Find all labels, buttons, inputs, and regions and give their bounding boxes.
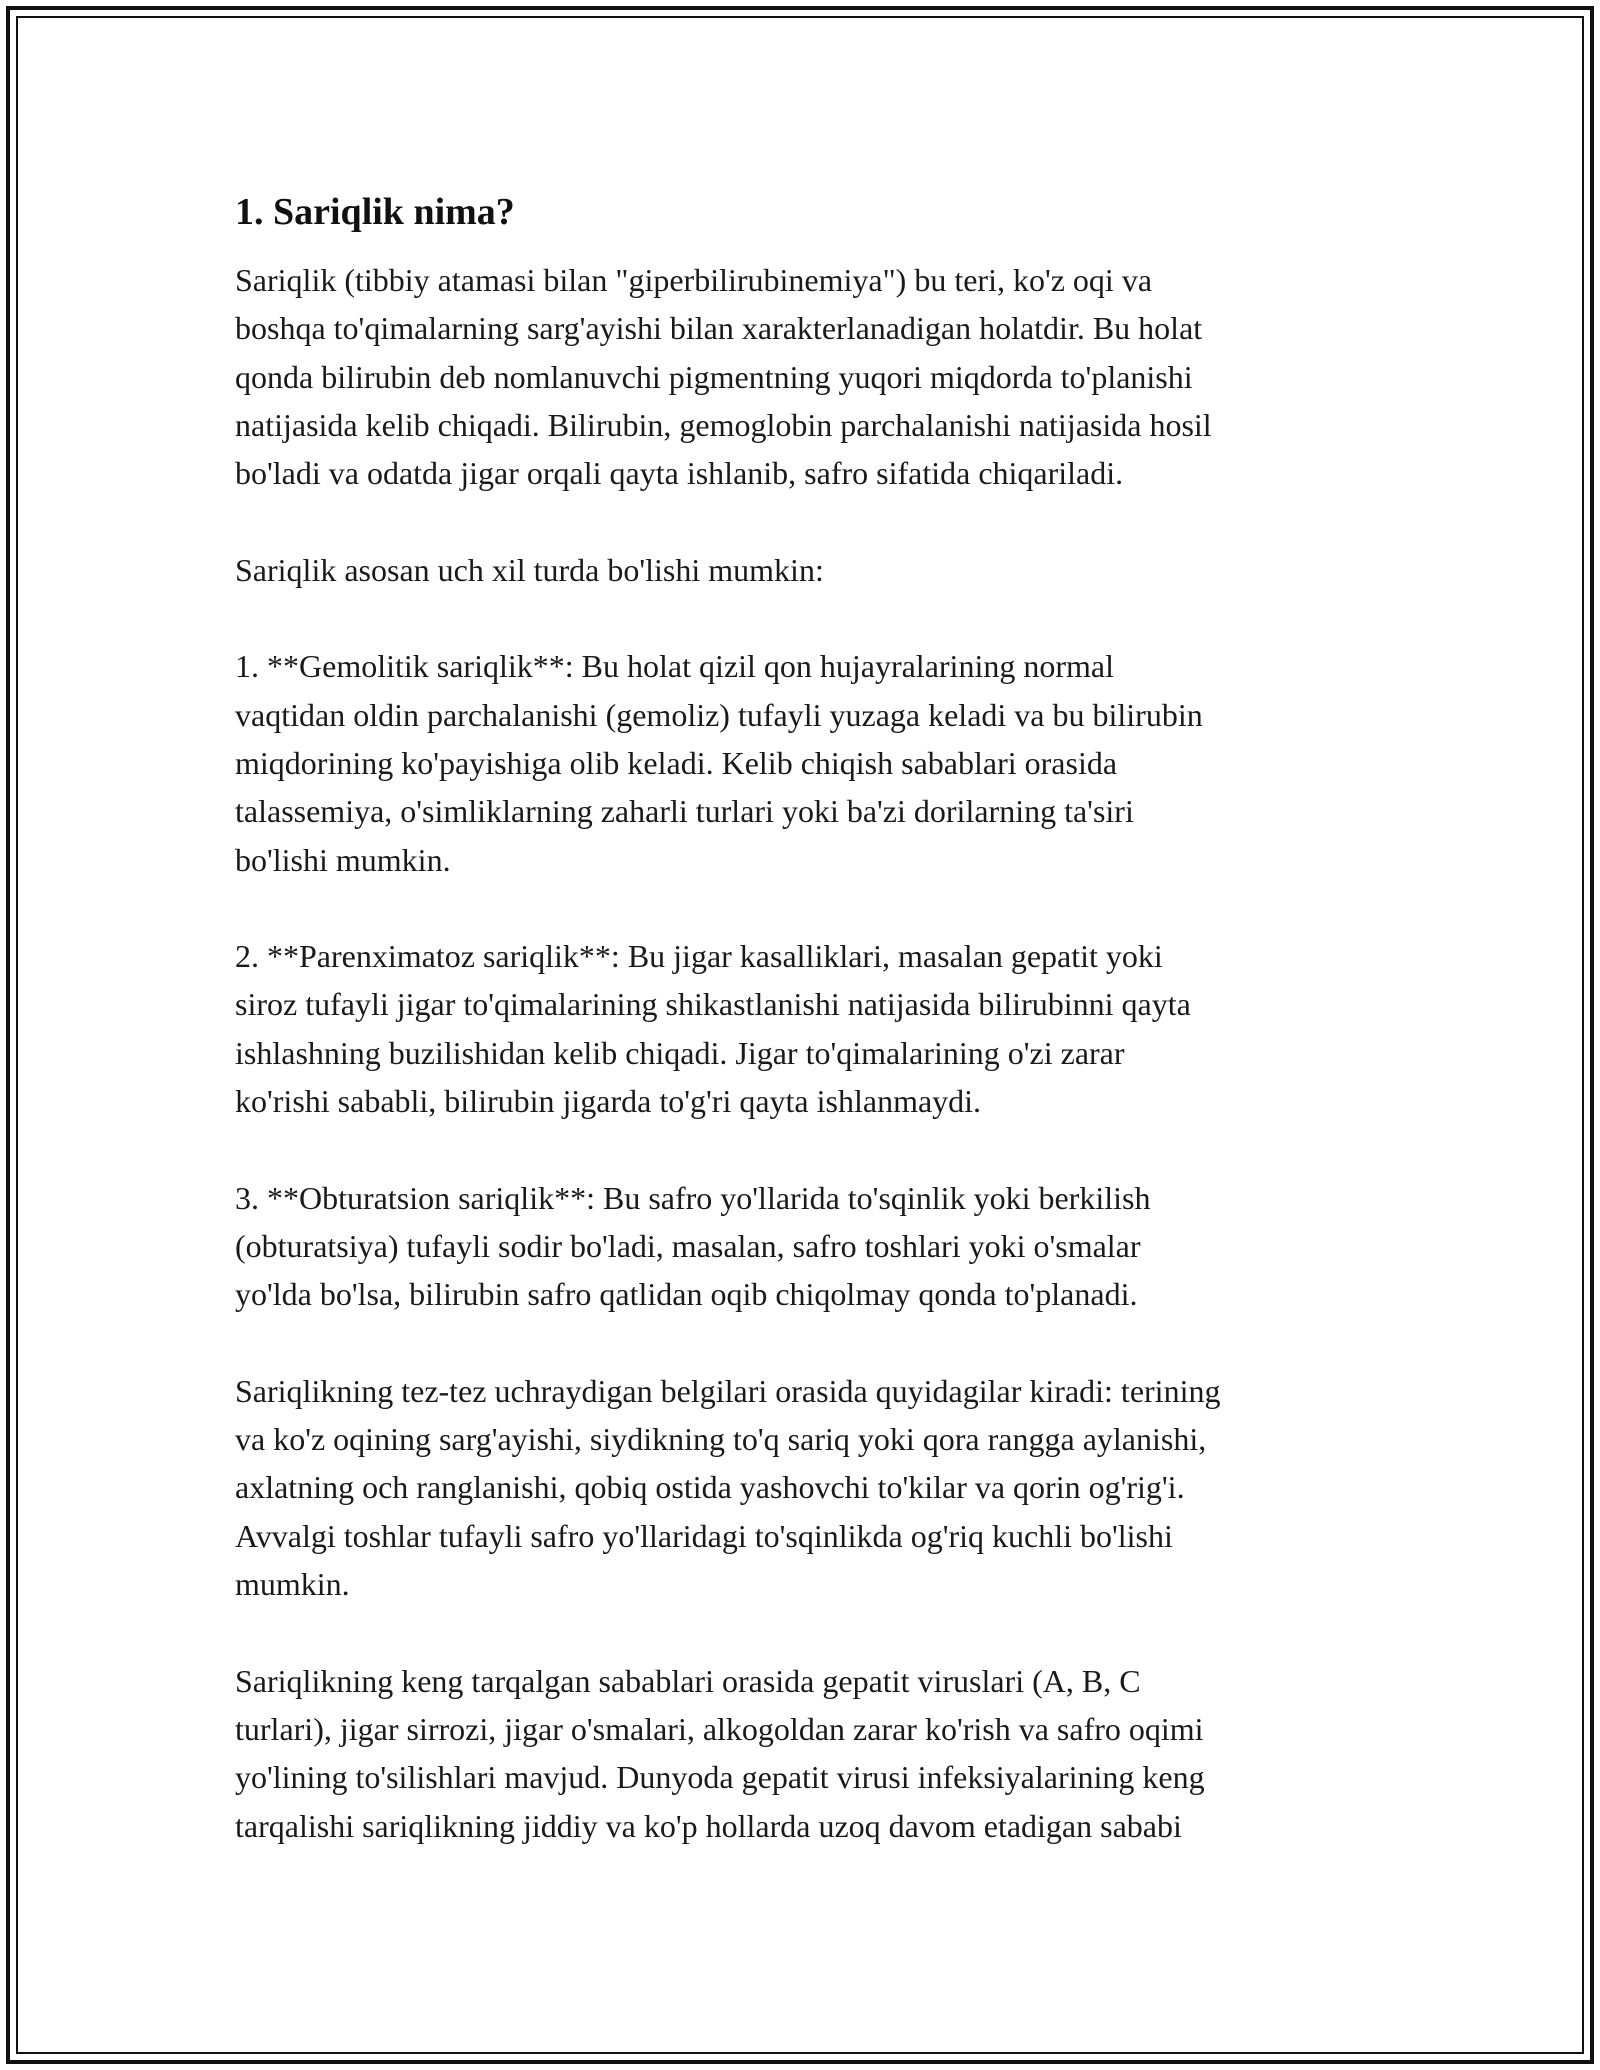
text-line: talassemiya, o'simliklarning zaharli turlari yoki ba'zi dorilarning ta'siri — [235, 793, 1134, 830]
text-line: 2. **Parenximatoz sariqlik**: Bu jigar kasalliklari, masalan gepatit yoki — [235, 938, 1163, 975]
paragraph-definition — [235, 256, 1375, 497]
text-line: natijasida kelib chiqadi. Bilirubin, gemoglobin parchalanishi natijasida hosil — [235, 406, 1212, 443]
text-line: yo'lda bo'lsa, bilirubin safro qatlidan oqib chiqolmay qonda to'planadi. — [235, 1276, 1138, 1313]
text-line: va ko'z oqining sarg'ayishi, siydikning to'q sariq yoki qora rangga aylanishi, — [235, 1421, 1207, 1458]
text-line: boshqa to'qimalarning sarg'ayishi bilan xarakterlanadigan holatdir. Bu holat — [235, 310, 1203, 347]
paragraph-type-obstructive — [235, 1174, 1375, 1319]
paragraph-type-parenchymal — [235, 932, 1375, 1125]
text-line: Avvalgi toshlar tufayli safro yo'llaridagi to'sqinlikda og'riq kuchli bo'lishi — [235, 1517, 1173, 1554]
paragraph-type-hemolytic — [235, 642, 1375, 883]
text-line: turlari), jigar sirrozi, jigar o'smalari, alkogoldan zarar ko'rish va safro oqimi — [235, 1710, 1204, 1747]
text-line: Sariqlikning tez-tez uchraydigan belgilari orasida quyidagilar kiradi: terining — [235, 1372, 1221, 1409]
paragraph-causes — [235, 1657, 1375, 1850]
document-body — [235, 188, 1375, 1898]
paragraph-symptoms — [235, 1367, 1375, 1608]
text-line: qonda bilirubin deb nomlanuvchi pigmentning yuqori miqdorda to'planishi — [235, 358, 1193, 395]
text-line: bo'lishi mumkin. — [235, 841, 451, 878]
text-line: bo'ladi va odatda jigar orqali qayta ishlanib, safro sifatida chiqariladi. — [235, 455, 1124, 492]
text-line: Sariqlik (tibbiy atamasi bilan "giperbilirubinemiya") bu teri, ko'z oqi va — [235, 262, 1153, 298]
text-line: yo'lining to'silishlari mavjud. Dunyoda gepatit virusi infeksiyalarining keng — [235, 1759, 1205, 1796]
text-line: axlatning och ranglanishi, qobiq ostida yashovchi to'kilar va qorin og'rig'i. — [235, 1469, 1185, 1506]
text-line: 1. **Gemolitik sariqlik**: Bu holat qizil qon hujayralarining normal — [235, 648, 1114, 685]
text-line: ko'rishi sababli, bilirubin jigarda to'g'ri qayta ishlanmaydi. — [235, 1083, 982, 1120]
text-line: tarqalishi sariqlikning jiddiy va ko'p hollarda uzoq davom etadigan sababi — [235, 1807, 1182, 1844]
paragraph-types-intro — [235, 546, 1375, 594]
text-line: 3. **Obturatsion sariqlik**: Bu safro yo'llarida to'sqinlik yoki berkilish — [235, 1179, 1151, 1216]
text-line: miqdorining ko'payishiga olib keladi. Kelib chiqish sabablari orasida — [235, 744, 1118, 781]
text-line: vaqtidan oldin parchalanishi (gemoliz) tufayli yuzaga keladi va bu bilirubin — [235, 696, 1203, 733]
text-line: mumkin. — [235, 1566, 350, 1603]
text-line: ishlashning buzilishidan kelib chiqadi. Jigar to'qimalarining o'zi zarar — [235, 1034, 1125, 1071]
text-line: (obturatsiya) tufayli sodir bo'ladi, masalan, safro toshlari yoki o'smalar — [235, 1227, 1141, 1264]
text-line: Sariqlik asosan uch xil turda bo'lishi mumkin: — [235, 551, 824, 588]
text-line: siroz tufayli jigar to'qimalarining shikastlanishi natijasida bilirubinni qayta — [235, 986, 1191, 1023]
section-heading: 1. Sariqlik nima? — [235, 191, 515, 233]
text-line: Sariqlikning keng tarqalgan sabablari orasida gepatit viruslari (A, B, C — [235, 1662, 1141, 1699]
